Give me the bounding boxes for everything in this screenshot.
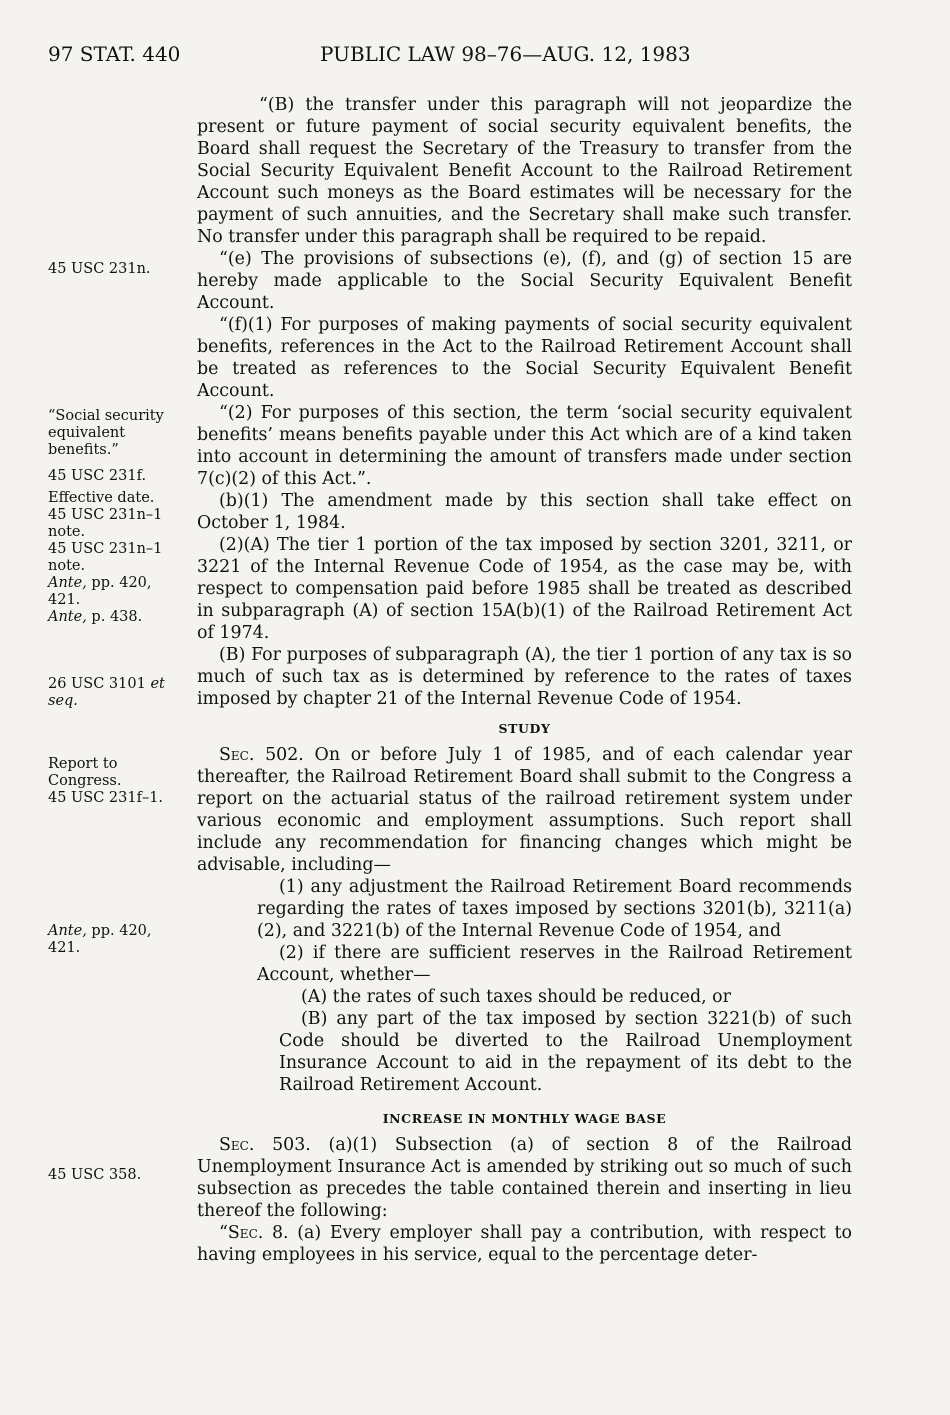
section-8a-quote: “Sec. 8. (a) Every employer shall pay a contribution, with respect to having employees in his service, equal to the percentage deter- — [197, 1223, 852, 1265]
paragraph-f2: “(2) For purposes of this section, the term ‘social security equivalent benefits’ means benefits payable under this Act which are of a kind taken into account in determining the amount of transfers made under section 7(c)(2) of this Act.”. — [197, 403, 852, 489]
margin-note-26usc3101: 26 USC 3101 et seq. — [48, 676, 165, 709]
margin-note-report-to-congress: Report to Congress. 45 USC 231f–1. — [48, 756, 164, 806]
section-502: Sec. 502. On or before July 1 of 1985, and of each calendar year thereafter, the Railroad Retirement Board shall submit to the Congress a report on the actuarial status of the railroad retirement system under various economic and employment assumptions. Such report shall include any recommendation for financing changes which might be advisable, including— — [197, 745, 852, 875]
section-heading-wage-base: INCREASE IN MONTHLY WAGE BASE — [382, 1111, 667, 1126]
item-b-divert-tax: (B) any part of the tax imposed by section 3221(b) of such Code should be diverted to the Railroad Unemployment Insurance Account to aid in the repayment of its debt to the Railroad Retirement Account. — [279, 1009, 852, 1095]
margin-note-45usc231f: 45 USC 231f. — [48, 468, 147, 484]
paragraph-e: “(e) The provisions of subsections (e), (f), and (g) of section 15 are hereby made applicable to the Social Security Equivalent Benefit Account. — [197, 249, 852, 313]
paragraph-b1: (b)(1) The amendment made by this section shall take effect on October 1, 1984. — [197, 491, 852, 533]
item-2-reserves: (2) if there are sufficient reserves in the Railroad Retirement Account, whether— — [257, 943, 852, 985]
paragraph-2b: (B) For purposes of subparagraph (A), the tier 1 portion of any tax is so much of such tax as is determined by reference to the rates of taxes imposed by chapter 21 of the Internal Revenue Code of 1954. — [197, 645, 852, 709]
margin-note-social-security-equivalent: “Social security equivalent benefits.” — [48, 408, 164, 458]
statute-body — [197, 94, 852, 1266]
section-503: Sec. 503. (a)(1) Subsection (a) of section 8 of the Railroad Unemployment Insurance Act is amended by striking out so much of such subsection as precedes the table contained therein and inserting in lieu thereof the following: — [197, 1135, 852, 1221]
margin-note-effective-date: Effective date. 45 USC 231n–1 note. 45 USC 231n–1 note. Ante, pp. 420, 421. Ante, p. 438. — [48, 490, 163, 625]
section-heading-study: STUDY — [498, 721, 551, 736]
paragraph-f1: “(f)(1) For purposes of making payments of social security equivalent benefits, references in the Act to the Railroad Retirement Account shall be treated as references to the Social Security Equivalent Benefit Account. — [197, 315, 852, 401]
paragraph-2a: (2)(A) The tier 1 portion of the tax imposed by section 3201, 3211, or 3221 of the Internal Revenue Code of 1954, as the case may be, with respect to compensation paid before 1985 shall be treated as described in subparagraph (A) of section 15A(b)(1) of the Railroad Retirement Act of 1974. — [197, 535, 852, 643]
paragraph-b-transfer: “(B) the transfer under this paragraph will not jeopardize the present or future payment of social security equivalent benefits, the Board shall request the Secretary of the Treasury to transfer from the Social Security Equivalent Benefit Account to the Railroad Retirement Account such moneys as the Board estimates will be necessary for the payment of such annuities, and the Secretary shall make such transfer. No transfer under this paragraph shall be required to be repaid. — [197, 95, 852, 247]
margin-note-ante-420: Ante, pp. 420, 421. — [48, 923, 152, 956]
public-law-title: PUBLIC LAW 98–76—AUG. 12, 1983 — [320, 42, 691, 66]
statute-page-number: 97 STAT. 440 — [48, 42, 181, 66]
margin-note-45usc231n: 45 USC 231n. — [48, 261, 151, 277]
page-header — [0, 42, 950, 82]
margin-note-45usc358: 45 USC 358. — [48, 1167, 142, 1183]
item-a-reduce-rates: (A) the rates of such taxes should be reduced, or — [301, 987, 731, 1007]
item-1-adjustment: (1) any adjustment the Railroad Retirement Board recommends regarding the rates of taxes imposed by sections 3201(b), 3211(a)(2), and 3221(b) of the Internal Revenue Code of 1954, and — [257, 877, 852, 941]
